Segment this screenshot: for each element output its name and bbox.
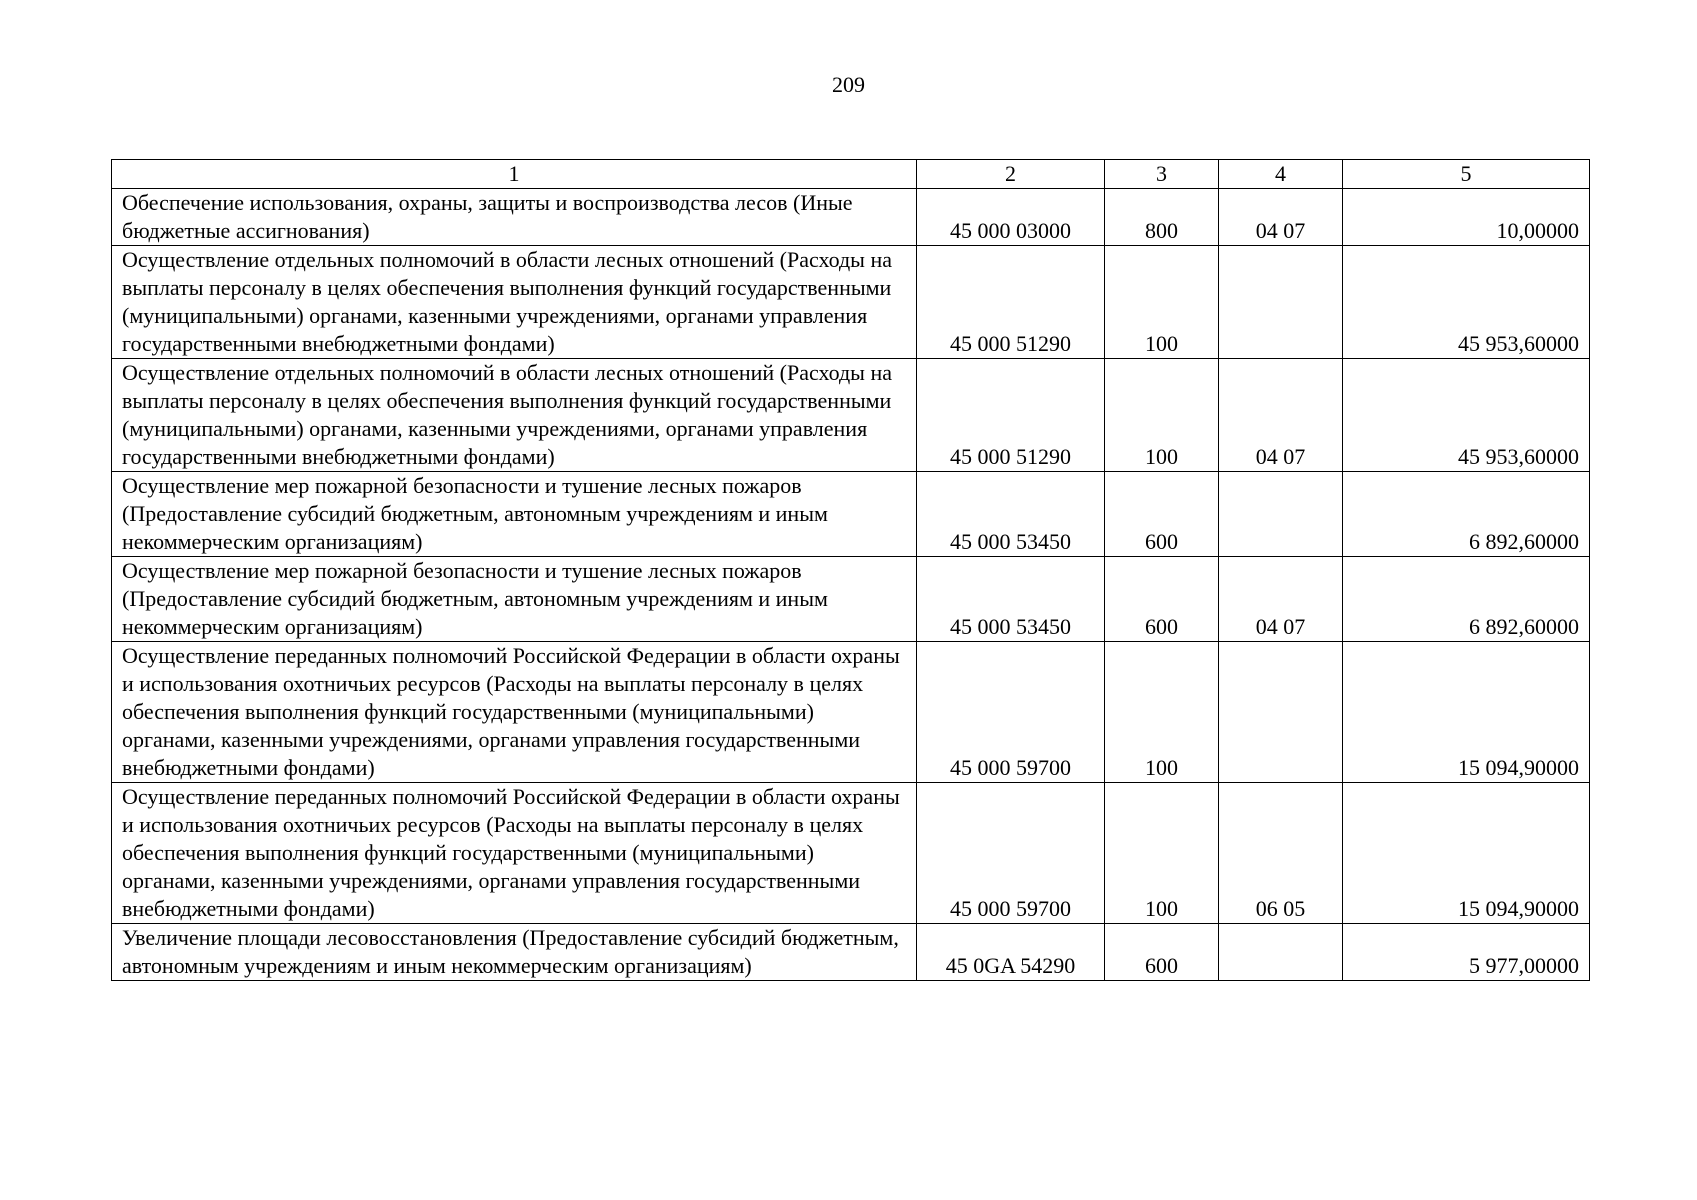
row-amount-cell: 6 892,60000: [1343, 472, 1590, 557]
budget-table: [111, 159, 1590, 981]
row-type-cell: 100: [1105, 642, 1219, 783]
row-name-cell: Осуществление переданных полномочий Российской Федерации в области охраны и использования охотничьих ресурсов (Расходы на выплаты персоналу в целях обеспечения выполнения функций государственными (муниципальными) органами, казенными учреждениями, органами управления государственными внебюджетными фондами): [112, 783, 917, 924]
row-code-cell: 45 000 53450: [917, 472, 1105, 557]
table-header-row: [112, 160, 1590, 189]
row-amount-cell: 6 892,60000: [1343, 557, 1590, 642]
row-section-cell: 04 07: [1219, 359, 1343, 472]
row-section-cell: 04 07: [1219, 557, 1343, 642]
table-row: [112, 642, 1590, 783]
row-code-cell: 45 000 53450: [917, 557, 1105, 642]
row-type-cell: 800: [1105, 189, 1219, 246]
column-header-4: 4: [1219, 160, 1343, 189]
row-section-cell: [1219, 642, 1343, 783]
column-header-1: 1: [112, 160, 917, 189]
row-code-cell: 45 000 59700: [917, 642, 1105, 783]
column-header-5: 5: [1343, 160, 1590, 189]
row-code-cell: 45 000 51290: [917, 359, 1105, 472]
table-row: [112, 189, 1590, 246]
table-row: [112, 472, 1590, 557]
row-name-cell: Осуществление переданных полномочий Российской Федерации в области охраны и использования охотничьих ресурсов (Расходы на выплаты персоналу в целях обеспечения выполнения функций государственными (муниципальными) органами, казенными учреждениями, органами управления государственными внебюджетными фондами): [112, 642, 917, 783]
page-number: 209: [832, 72, 865, 97]
row-type-cell: 100: [1105, 783, 1219, 924]
table-row: [112, 924, 1590, 981]
row-name-cell: Осуществление отдельных полномочий в области лесных отношений (Расходы на выплаты персоналу в целях обеспечения выполнения функций государственными (муниципальными) органами, казенными учреждениями, органами управления государственными внебюджетными фондами): [112, 246, 917, 359]
row-name-cell: Обеспечение использования, охраны, защиты и воспроизводства лесов (Иные бюджетные ассигнования): [112, 189, 917, 246]
row-code-cell: 45 000 51290: [917, 246, 1105, 359]
table-row: [112, 557, 1590, 642]
row-section-cell: 04 07: [1219, 189, 1343, 246]
table-row: [112, 246, 1590, 359]
table-row: [112, 783, 1590, 924]
row-amount-cell: 15 094,90000: [1343, 642, 1590, 783]
row-section-cell: [1219, 924, 1343, 981]
row-amount-cell: 45 953,60000: [1343, 246, 1590, 359]
row-code-cell: 45 000 59700: [917, 783, 1105, 924]
row-amount-cell: 45 953,60000: [1343, 359, 1590, 472]
row-type-cell: 600: [1105, 557, 1219, 642]
row-type-cell: 600: [1105, 472, 1219, 557]
row-code-cell: 45 0GA 54290: [917, 924, 1105, 981]
row-code-cell: 45 000 03000: [917, 189, 1105, 246]
row-name-cell: Увеличение площади лесовосстановления (Предоставление субсидий бюджетным, автономным учреждениям и иным некоммерческим организациям): [112, 924, 917, 981]
column-header-3: 3: [1105, 160, 1219, 189]
row-name-cell: Осуществление отдельных полномочий в области лесных отношений (Расходы на выплаты персоналу в целях обеспечения выполнения функций государственными (муниципальными) органами, казенными учреждениями, органами управления государственными внебюджетными фондами): [112, 359, 917, 472]
row-type-cell: 600: [1105, 924, 1219, 981]
row-type-cell: 100: [1105, 246, 1219, 359]
row-type-cell: 100: [1105, 359, 1219, 472]
column-header-2: 2: [917, 160, 1105, 189]
row-name-cell: Осуществление мер пожарной безопасности и тушение лесных пожаров (Предоставление субсидий бюджетным, автономным учреждениям и иным некоммерческим организациям): [112, 472, 917, 557]
row-amount-cell: 15 094,90000: [1343, 783, 1590, 924]
row-section-cell: [1219, 246, 1343, 359]
row-amount-cell: 10,00000: [1343, 189, 1590, 246]
row-section-cell: 06 05: [1219, 783, 1343, 924]
row-name-cell: Осуществление мер пожарной безопасности и тушение лесных пожаров (Предоставление субсидий бюджетным, автономным учреждениям и иным некоммерческим организациям): [112, 557, 917, 642]
row-section-cell: [1219, 472, 1343, 557]
row-amount-cell: 5 977,00000: [1343, 924, 1590, 981]
table-row: [112, 359, 1590, 472]
